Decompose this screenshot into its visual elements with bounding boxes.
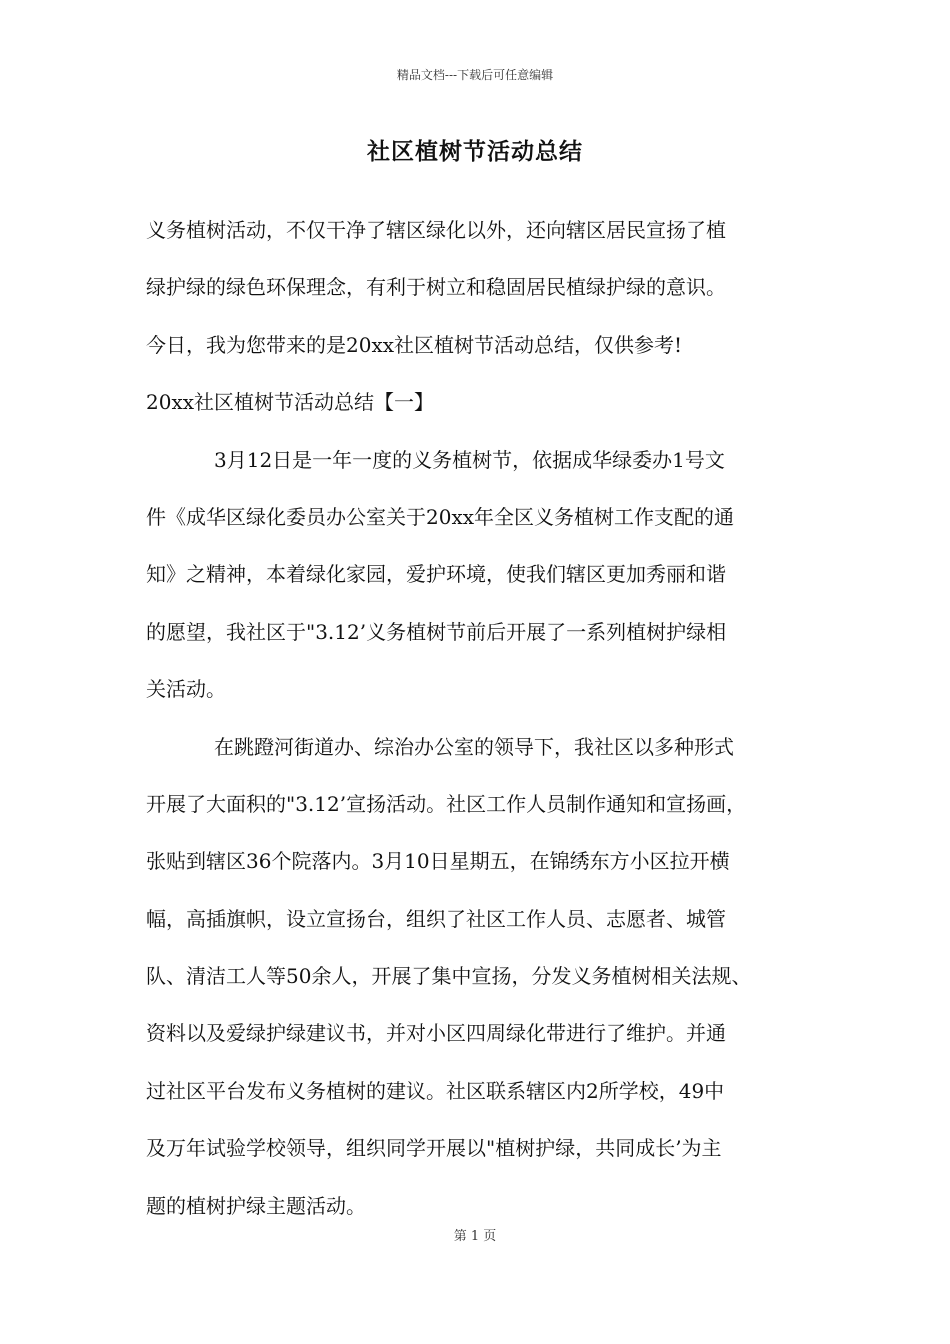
- page-number: 第 1 页: [453, 1229, 497, 1244]
- section-heading: 20xx社区植树节活动总结【一】: [146, 390, 435, 415]
- body-line: 资料以及爱绿护绿建议书，并对小区四周绿化带进行了维护。并通: [146, 1021, 726, 1046]
- body-line: 张贴到辖区36个院落内。3月10日星期五，在锦绣东方小区拉开横: [146, 849, 730, 874]
- body-line: 今日，我为您带来的是20xx社区植树节活动总结，仅供参考!: [146, 332, 683, 357]
- body-line: 件《成华区绿化委员办公室关于20xx年全区义务植树工作支配的通: [146, 504, 735, 529]
- body-line: 知》之精神，本着绿化家园，爱护环境，使我们辖区更加秀丽和谐: [146, 562, 726, 587]
- document-body: [146, 202, 826, 1235]
- document-title: 社区植树节活动总结: [367, 138, 583, 165]
- body-line: 关活动。: [146, 677, 226, 702]
- body-line: 开展了大面积的"3.12’宣扬活动。社区工作人员制作通知和宣扬画，: [146, 791, 747, 816]
- body-line: 及万年试验学校领导，组织同学开展以"植树护绿，共同成长’为主: [146, 1136, 722, 1161]
- page-header: 精品文档---下载后可任意编辑: [396, 68, 554, 82]
- body-line: 义务植树活动，不仅干净了辖区绿化以外，还向辖区居民宣扬了植: [146, 218, 726, 242]
- body-line: 的愿望，我社区于"3.12’义务植树节前后开展了一系列植树护绿相: [146, 619, 727, 644]
- body-line: 幅，高插旗帜，设立宣扬台，组织了社区工作人员、志愿者、城管: [146, 906, 726, 931]
- body-line: 队、清洁工人等50余人，开展了集中宣扬，分发义务植树相关法规、: [146, 964, 752, 989]
- body-line: 过社区平台发布义务植树的建议。社区联系辖区内2所学校，49中: [146, 1078, 725, 1103]
- body-line: 题的植树护绿主题活动。: [146, 1193, 366, 1218]
- paragraph-first-line: 在跳蹬河街道办、综治办公室的领导下，我社区以多种形式: [214, 734, 734, 759]
- body-line: 绿护绿的绿色环保理念，有利于树立和稳固居民植绿护绿的意识。: [146, 275, 726, 300]
- paragraph-first-line: 3月12日是一年一度的义务植树节，依据成华绿委办1号文: [214, 447, 725, 472]
